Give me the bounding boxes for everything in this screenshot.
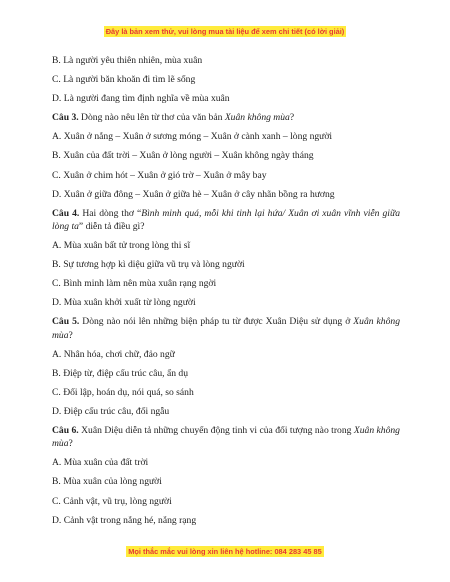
answer-option: C. Bình minh làm nên mùa xuân rạng ngời — [52, 278, 217, 290]
question-text: Dòng nào nêu lên từ thơ của văn bản — [78, 112, 225, 124]
preview-notice-text: Đây là bản xem thử, vui lòng mua tài liệu để xem chi tiết (có lời giải) — [105, 27, 345, 36]
answer-option: D. Xuân ở giữa đông – Xuân ở giữa hè – Xuân ở cây nhãn bồng ra hương — [52, 188, 335, 200]
question-4 — [52, 207, 400, 233]
work-title: Xuân không mùa — [52, 425, 400, 450]
hotline-text: Mọi thắc mắc vui lòng xin liên hệ hotline: 084 283 45 85 — [128, 547, 322, 556]
answer-option: B. Sự tương hợp kì diệu giữa vũ trụ và lòng người — [52, 259, 245, 271]
question-number: Câu 4. — [52, 207, 80, 219]
question-end: ” diễn tả điều gì? — [78, 220, 145, 232]
question-5 — [52, 315, 400, 341]
quoted-verse: Bình minh quá, mỗi khi tinh lại hứa/ Xuân ơi xuân vĩnh viễn giữa lòng ta — [52, 207, 400, 232]
answer-option: A. Nhân hóa, chơi chữ, đảo ngữ — [52, 348, 175, 360]
preview-notice-banner — [0, 27, 450, 36]
question-end: ? — [68, 329, 73, 341]
work-title: Xuân không mùa — [224, 112, 290, 124]
question-number: Câu 3. — [52, 112, 79, 124]
answer-option: D. Cảnh vật trong nắng hé, nắng rạng — [52, 514, 197, 526]
question-text: Xuân Diệu diễn tả những chuyển động tinh vi của đối tượng nào trong — [78, 425, 354, 437]
answer-option: D. Là người đang tìm định nghĩa về mùa xuân — [52, 93, 230, 105]
answer-option: C. Xuân ở chim hót – Xuân ở gió trờ – Xuân ở mây bay — [52, 169, 267, 181]
answer-option: D. Điệp cấu trúc câu, đối ngẫu — [52, 406, 170, 417]
answer-option: B. Xuân của đất trời – Xuân ở lòng người – Xuân không ngày tháng — [52, 150, 314, 162]
question-3 — [52, 111, 400, 124]
question-text: Dòng nào nói lên những biện pháp tu từ được Xuân Diệu sử dụng ở — [79, 316, 354, 328]
question-text: Hai dòng thơ “ — [79, 207, 142, 219]
question-number: Câu 6. — [52, 425, 79, 437]
answer-option: A. Mùa xuân của đất trời — [52, 457, 149, 469]
question-end: ? — [289, 112, 295, 124]
quiz-content — [52, 54, 400, 533]
answer-option: C. Đối lập, hoán dụ, nói quá, so sánh — [52, 386, 194, 398]
answer-option: B. Mùa xuân của lòng người — [52, 476, 162, 488]
question-number: Câu 5. — [52, 316, 80, 328]
answer-option: B. Là người yêu thiên nhiên, mùa xuân — [52, 55, 203, 66]
answer-option: C. Cảnh vật, vũ trụ, lòng người — [52, 495, 172, 507]
work-title: Xuân không mùa — [52, 316, 400, 341]
answer-option: B. Điệp từ, điệp cấu trúc câu, ẩn dụ — [52, 367, 189, 379]
answer-option: C. Là người băn khoăn đi tìm lẽ sống — [52, 74, 196, 86]
question-6 — [52, 424, 400, 450]
answer-option: A. Mùa xuân bất tử trong lòng thi sĩ — [52, 240, 191, 252]
answer-option: A. Xuân ở nắng – Xuân ở sương móng – Xuân ở cành xanh – lòng người — [52, 131, 333, 143]
answer-option: D. Mùa xuân khởi xuất từ lòng người — [52, 297, 196, 309]
hotline-banner — [0, 547, 450, 556]
question-end: ? — [68, 438, 73, 450]
